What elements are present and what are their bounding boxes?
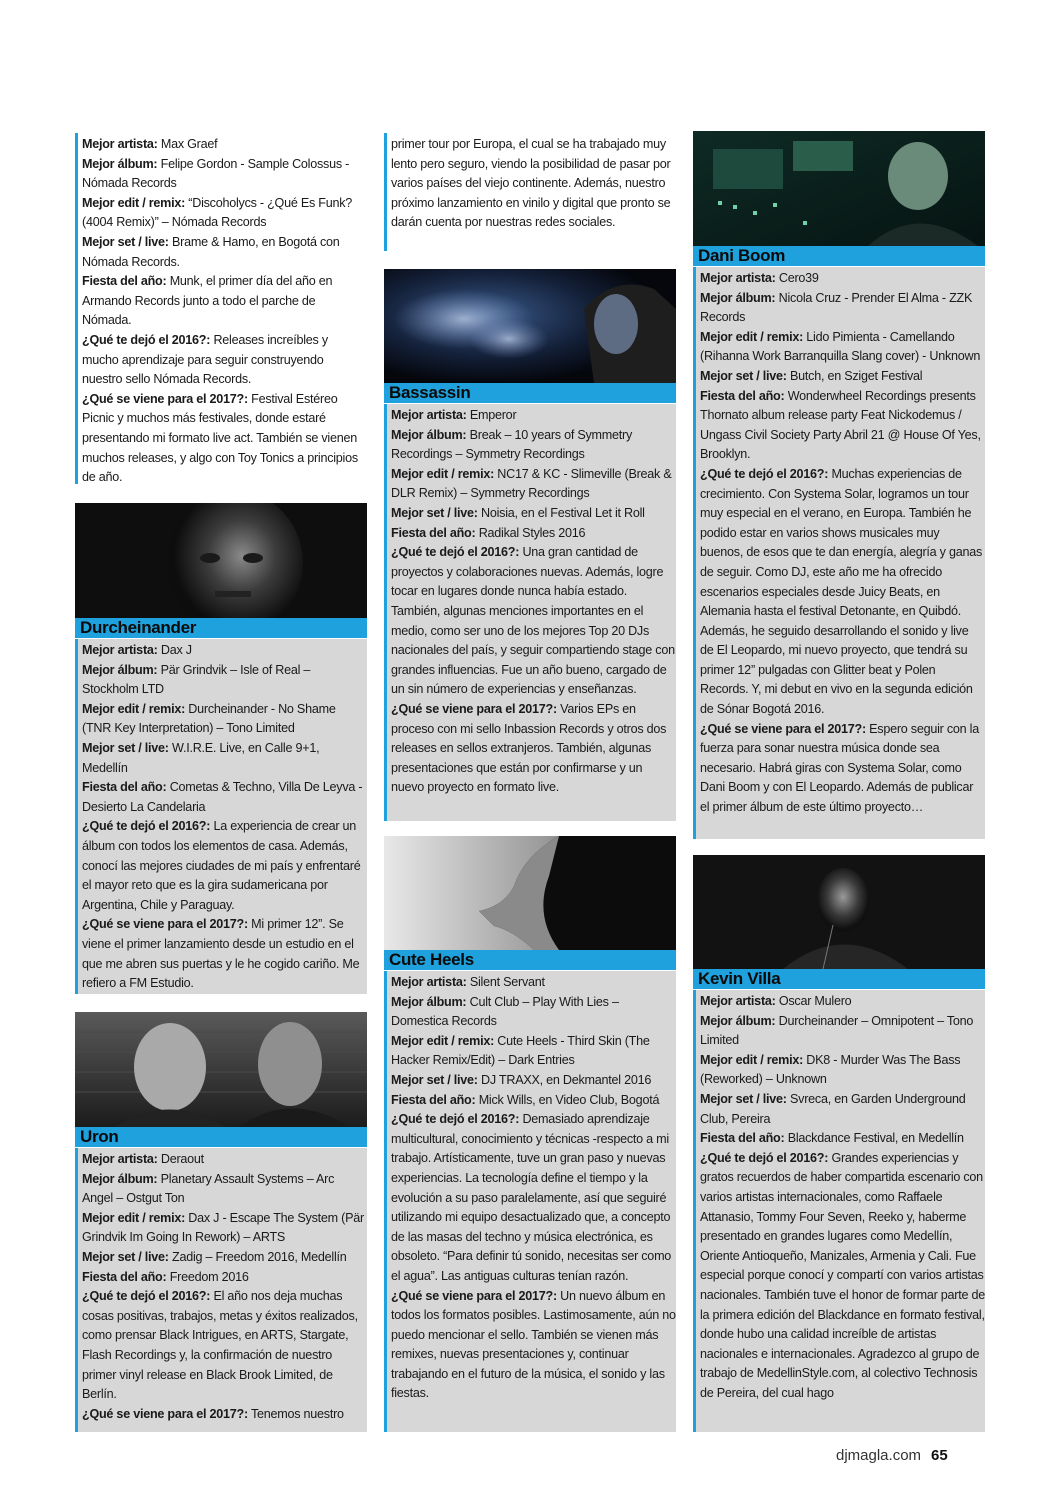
bassassin-photo (384, 269, 676, 383)
award-line-set: Mejor set / live: Zadig – Freedom 2016, Medellín (82, 1249, 347, 1264)
durcheinander-awards-box (75, 639, 367, 994)
site-url: djmagla.com (836, 1447, 922, 1464)
award-line-artist: Mejor artista: Cero39 (700, 271, 819, 285)
bassassin-name-bar: Bassassin (384, 383, 676, 403)
award-line-set: Mejor set / live: DJ TRAXX, en Dekmantel 2016 (391, 1072, 652, 1087)
award-line-album: Mejor álbum: Felipe Gordon - Sample Colossus - Nómada Records (82, 156, 350, 191)
uron-photo (75, 1012, 367, 1127)
cute-heels-awards-box (384, 971, 676, 1432)
award-line-edit: Mejor edit / remix: Dax J - Escape The System (Pär Grindvik Im Going In Rework) – ARTS (82, 1210, 364, 1245)
award-line-fiesta: Fiesta del año: Wonderwheel Recordings presents Thornato album release party Feat Nickodemus / Ungass Civil Society Party Abril 21 @ House Of Yes, Brooklyn. (700, 388, 981, 462)
top-middle-continuation-box (384, 133, 676, 251)
award-line-album: Mejor álbum: Pär Grindvik – Isle of Real – Stockholm LTD (82, 662, 311, 697)
award-line-2017: ¿Qué se viene para el 2017?: Festival Estéreo Picnic y muchos más festivales, donde estaré presentando mi formato live act. También se vienen muchos releases, y algo con Toy Tonics a principios de año. (82, 391, 358, 484)
award-line-artist: Mejor artista: Silent Servant (391, 975, 545, 989)
award-line-fiesta: Fiesta del año: Mick Wills, en Video Club, Bogotá (391, 1092, 660, 1107)
award-line-artist: Mejor artista: Deraout (82, 1152, 204, 1166)
award-line-2016: ¿Qué te dejó el 2016?: Grandes experiencias y gratos recuerdos de haber compartida escenario con varios artistas internacionales, como Raffaele Attanasio, Tommy Four Seven, Reeko y, haberme presentado en grandes lugares como Medellín, Oriente Antioqueño, Manizales, Armenia y Cali. Fue especial porque conocí y compartí con varios artistas nacionales. También tuve el honor de formar parte de la primera edición del Blackdance en formato festival, donde hubo una calidad increíble de artistas nacionales e internacionales. Agradezco al grupo de trabajo de MedellinStyle.com, al colectivo Technosis de Pereira, del cual hago (700, 1150, 985, 1400)
durcheinander-name-bar: Durcheinander (75, 618, 367, 638)
award-line-fiesta: Fiesta del año: Cometas & Techno, Villa De Leyva - Desierto La Candelaria (82, 780, 363, 814)
award-line-artist: Mejor artista: Max Graef (82, 137, 218, 151)
page-number: 65 (931, 1447, 948, 1464)
award-line-fiesta: Fiesta del año: Radikal Styles 2016 (391, 525, 586, 540)
bassassin-awards-box (384, 404, 676, 821)
award-line-edit: Mejor edit / remix: Lido Pimienta - Camellando (Rihanna Work Barranquilla Slang cover) - Unknown (700, 329, 981, 364)
cute-heels-name-bar: Cute Heels (384, 950, 676, 970)
kevin-villa-name-bar: Kevin Villa (693, 969, 985, 989)
award-line-set: Mejor set / live: Noisia, en el Festival Let it Roll (391, 505, 645, 520)
award-line-edit: Mejor edit / remix: DK8 - Murder Was The Bass (Reworked) – Unknown (700, 1052, 961, 1087)
kevin-villa-photo (693, 855, 985, 969)
cute-heels-photo (384, 836, 676, 950)
award-line-fiesta: Fiesta del año: Blackdance Festival, en Medellín (700, 1131, 964, 1146)
award-line-edit: Mejor edit / remix: Cute Heels - Third Skin (The Hacker Remix/Edit) – Dark Entries (391, 1033, 650, 1068)
uron-awards-box (75, 1148, 367, 1432)
award-line-edit: Mejor edit / remix: NC17 & KC - Slimeville (Break & DLR Remix) – Symmetry Recordings (391, 466, 672, 501)
award-line-album: Mejor álbum: Durcheinander – Omnipotent – Tono Limited (700, 1013, 974, 1048)
top-left-awards-box (75, 133, 367, 484)
award-line-set: Mejor set / live: W.I.R.E. Live, en Calle 9+1, Medellín (82, 740, 320, 775)
award-line-fiesta: Fiesta del año: Freedom 2016 (82, 1269, 249, 1284)
award-line-2016: ¿Qué te dejó el 2016?: Una gran cantidad de proyectos y colaboraciones nuevas. Además, logre tocar en lugares donde nunca había estado. También, algunas menciones importantes en el medio, como ser uno de los mejores Top 20 DJs nacionales del país, y seguir compartiendo stage con grandes influencias. Fue un año bueno, cargado de un sin número de experiencias y enseñanzas. (391, 545, 675, 697)
award-line-artist: Mejor artista: Dax J (82, 643, 192, 657)
dani-boom-photo (693, 131, 985, 246)
award-line-artist: Mejor artista: Emperor (391, 408, 517, 422)
dani-boom-awards-box (693, 267, 985, 839)
award-line-album: Mejor álbum: Nicola Cruz - Prender El Alma - ZZK Records (700, 290, 973, 325)
award-line-2017: ¿Qué se viene para el 2017?: Espero seguir con la fuerza para sonar nuestra música donde sea necesario. Habrá giras con Systema Solar, como Dani Boom y con El Leopardo. Además de publicar el primer álbum de este último proyecto… (700, 721, 979, 815)
award-line-2017: ¿Qué se viene para el 2017?: Mi primer 12”. Se viene el primer lanzamiento desde un estudio en el que me abren sus puertas y le he cogido cariño. Me refiero a FM Estudio. (82, 917, 360, 991)
award-line-2016: ¿Qué te dejó el 2016?: Muchas experiencias de crecimiento. Con Systema Solar, logramos un tour muy especial en el verano, en Europa. También he podido estar en varios shows musicales muy buenos, de esos que te dan energía, alegría y ganas de seguir. Como DJ, este año me ha ofrecido escenarios especiales desde Juicy Beats, en Alemania hasta el festival Detonante, en Quibdó. Además, he seguido desarrollando el sonido y live de El Leopardo, mi nuevo proyecto, que tendrá su primer 12” pulgadas con Glitter beat y Polen Records. Y, mi debut en vivo en la segunda edición de Sónar Bogotá 2016. (700, 466, 983, 717)
award-line-artist: Mejor artista: Oscar Mulero (700, 994, 852, 1008)
award-line-2016: ¿Qué te dejó el 2016?: Demasiado aprendizaje multicultural, conocimiento y técnicas -respecto a mi trabajo. Artísticamente, tuve un gran paso y nuevas experiencias. La tecnología define el tiempo y la evolución a su paso paralelamente, así que seguiré utilizando mi equipo desactualizado que, a concepto de las masas del techno y música electrónica, es obsoleto. “Para definir tú sonido, necesitas ser como el agua”. Las antiguas culturas tenían razón. (391, 1112, 672, 1283)
award-line-album: Mejor álbum: Planetary Assault Systems – Arc Angel – Ostgut Ton (82, 1171, 335, 1206)
award-line-2016: ¿Qué te dejó el 2016?: Releases increíbles y mucho aprendizaje para seguir construyendo nuestro sello Nómada Records. (82, 332, 328, 387)
award-line-2017: ¿Qué se viene para el 2017?: Un nuevo álbum en todos los formatos posibles. Lastimosamente, aún no puedo mencionar el sello. También se vienen más remixes, nuevas presentaciones y, continuar trabajando en el futuro de la música, el sonido y las fiestas. (391, 1288, 676, 1401)
award-line-2017: ¿Qué se viene para el 2017?: Varios EPs en proceso con mi sello Inbassion Records y otros dos releases en sellos extranjeros. También, algunas presentaciones que están por confirmarse y un nuevo proyecto en formato live. (391, 701, 667, 795)
dani-boom-name-bar: Dani Boom (693, 246, 985, 266)
page-footer (836, 1447, 948, 1464)
award-line-set: Mejor set / live: Brame & Hamo, en Bogotá con Nómada Records. (82, 234, 340, 269)
award-line-2017: ¿Qué se viene para el 2017?: Tenemos nuestro (82, 1406, 344, 1421)
durcheinander-photo (75, 503, 367, 618)
award-line-fiesta: Fiesta del año: Munk, el primer día del año en Armando Records junto a todo el parche de Nómada. (82, 274, 333, 328)
award-line-2016: ¿Qué te dejó el 2016?: El año nos deja muchas cosas positivas, trabajos, metas y éxitos realizados, como prensar Black Intrigues, en ARTS, Stargate, Flash Recordings y, la confirmación de nuestro primer vinyl release en Black Brook Limited, de Berlín. (82, 1289, 358, 1402)
award-line-edit: Mejor edit / remix: Durcheinander - No Shame (TNR Key Interpretation) – Tono Limited (82, 701, 336, 736)
continuation-text: primer tour por Europa, el cual se ha trabajado muy lento pero seguro, viendo la posibilidad de pasar por varios países del viejo continente. Además, nuestro próximo lanzamiento en vinilo y digital que pronto se darán cuenta por nuestras redes sociales. (391, 137, 671, 230)
kevin-villa-awards-box (693, 990, 985, 1432)
award-line-album: Mejor álbum: Cult Club – Play With Lies – Domestica Records (391, 994, 619, 1029)
award-line-album: Mejor álbum: Break – 10 years of Symmetry Recordings – Symmetry Recordings (391, 427, 633, 462)
award-line-edit: Mejor edit / remix: “Discoholycs - ¿Qué Es Funk? (4004 Remix)” – Nómada Records (82, 195, 353, 230)
award-line-set: Mejor set / live: Butch, en Sziget Festival (700, 368, 923, 383)
award-line-2016: ¿Qué te dejó el 2016?: La experiencia de crear un álbum con todos los elementos de casa. Además, conocí las mejores ciudades de mi país y enfrentaré el mayor reto que es la gira sudamericana por Argentina, Chile y Paraguay. (82, 819, 361, 912)
uron-name-bar: Uron (75, 1127, 367, 1147)
award-line-set: Mejor set / live: Svreca, en Garden Underground Club, Pereira (700, 1091, 966, 1126)
